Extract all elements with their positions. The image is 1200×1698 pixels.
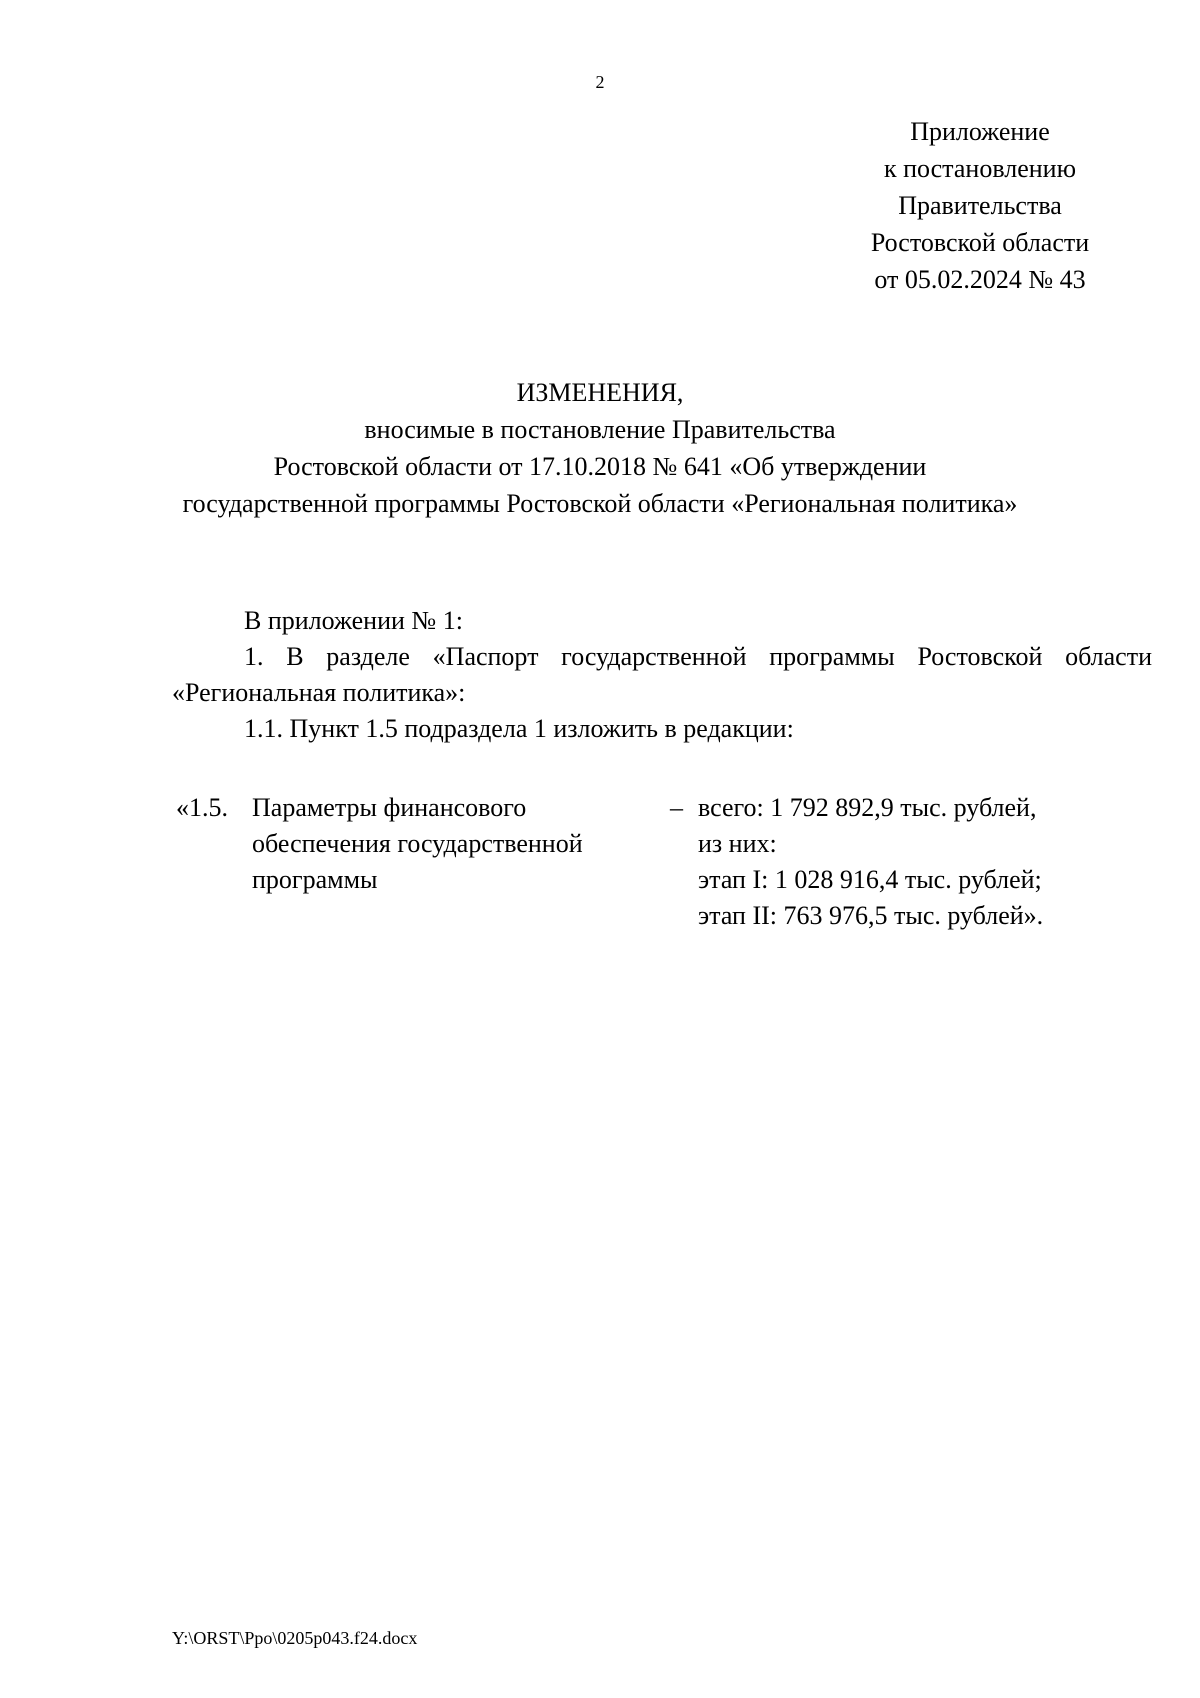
title-line: вносимые в постановление Правительства bbox=[364, 415, 836, 444]
appendix-line: Ростовской области bbox=[870, 228, 1090, 257]
document-title bbox=[0, 374, 1200, 522]
value-line: этап II: 763 976,5 тыс. рублей». bbox=[698, 901, 1044, 930]
appendix-line: от 05.02.2024 № 43 bbox=[874, 265, 1086, 294]
paragraph: 1. В разделе «Паспорт государственной программы Ростовской области «Региональная политика»: bbox=[172, 642, 1152, 707]
item-values bbox=[698, 790, 1118, 934]
appendix-line: Правительства bbox=[898, 191, 1062, 220]
title-line: государственной программы Ростовской области «Региональная политика» bbox=[182, 489, 1018, 518]
paragraph: В приложении № 1: bbox=[244, 606, 463, 635]
item-number: «1.5. bbox=[176, 793, 228, 822]
file-path-footer: Y:\ORST\Ppo\0205p043.f24.docx bbox=[172, 1628, 418, 1648]
paragraph: 1.1. Пункт 1.5 подраздела 1 изложить в редакции: bbox=[244, 714, 794, 743]
item-dash: – bbox=[670, 793, 683, 822]
value-line: из них: bbox=[698, 829, 777, 858]
title-heading: ИЗМЕНЕНИЯ, bbox=[516, 378, 684, 407]
title-line: Ростовской области от 17.10.2018 № 641 «Об утверждении bbox=[273, 452, 927, 481]
page-number: 2 bbox=[595, 72, 605, 92]
body-text bbox=[172, 603, 1152, 747]
value-line: всего: 1 792 892,9 тыс. рублей, bbox=[698, 793, 1037, 822]
appendix-block bbox=[800, 113, 1160, 298]
appendix-line: Приложение bbox=[910, 117, 1050, 146]
value-line: этап I: 1 028 916,4 тыс. рублей; bbox=[698, 865, 1042, 894]
item-label: Параметры финансового обеспечения государственной программы bbox=[252, 793, 583, 894]
appendix-line: к постановлению bbox=[883, 154, 1077, 183]
